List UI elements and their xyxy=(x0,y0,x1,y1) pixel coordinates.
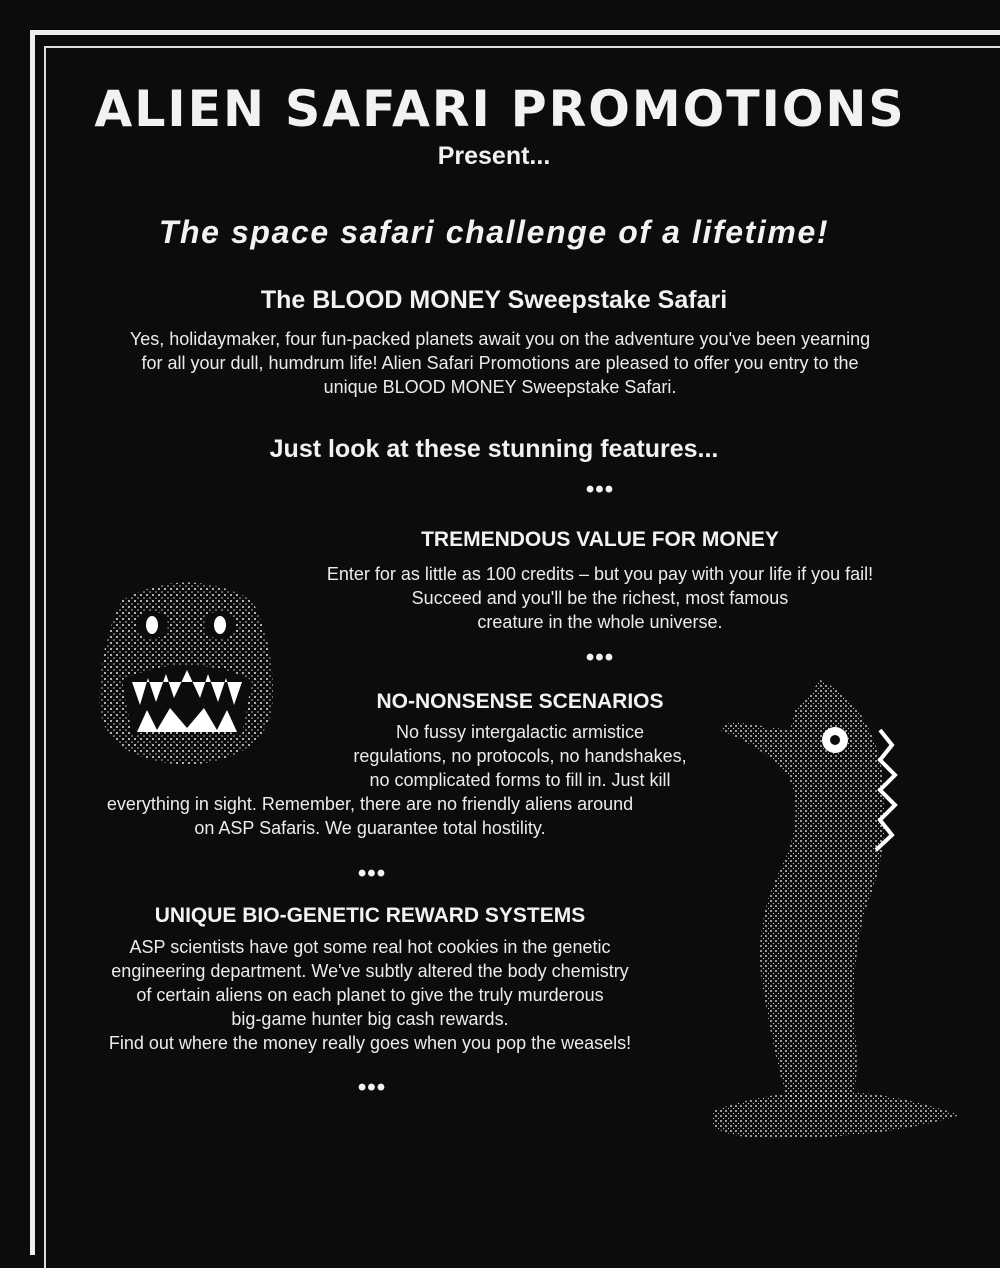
features-heading: Just look at these stunning features... xyxy=(269,435,719,463)
feature-heading-rewards: UNIQUE BIO-GENETIC REWARD SYSTEMS xyxy=(154,904,586,927)
feature-text-rewards xyxy=(60,935,680,1055)
separator-dots: ••• xyxy=(357,1074,387,1101)
intro-heading: The BLOOD MONEY Sweepstake Safari xyxy=(260,286,728,314)
intro-line: unique BLOOD MONEY Sweepstake Safari. xyxy=(323,377,677,397)
intro-line: for all your dull, humdrum life! Alien Safari Promotions are pleased to offer you entry to the xyxy=(141,353,859,373)
feature-heading-scenarios: NO-NONSENSE SCENARIOS xyxy=(376,690,664,713)
serpent-worm-illustration xyxy=(680,670,970,1160)
feature-line: Enter for as little as 100 credits – but you pay with your life if you fail! xyxy=(326,564,874,584)
feature-line: on ASP Safaris. We guarantee total hostility. xyxy=(194,818,546,838)
feature-line: of certain aliens on each planet to give the truly murderous xyxy=(136,985,604,1005)
feature-line: Find out where the money really goes when you pop the weasels! xyxy=(108,1033,632,1053)
main-title: ALIEN SAFARI PROMOTIONS xyxy=(94,80,906,138)
separator-dots: ••• xyxy=(357,860,387,887)
intro-line: Yes, holidaymaker, four fun-packed planets await you on the adventure you've been yearning xyxy=(129,329,871,349)
feature-heading-value: TREMENDOUS VALUE FOR MONEY xyxy=(421,528,779,551)
alien-face-illustration xyxy=(92,570,282,770)
feature-line: no complicated forms to fill in. Just kill xyxy=(369,770,671,790)
tagline: The space safari challenge of a lifetime! xyxy=(158,214,830,250)
feature-line: regulations, no protocols, no handshakes, xyxy=(353,746,687,766)
feature-line: creature in the whole universe. xyxy=(477,612,723,632)
feature-line: everything in sight. Remember, there are no friendly aliens around xyxy=(106,794,634,814)
feature-line: ASP scientists have got some real hot cookies in the genetic xyxy=(129,937,611,957)
intro-paragraph xyxy=(60,327,940,399)
feature-line: big-game hunter big cash rewards. xyxy=(231,1009,509,1029)
feature-line: engineering department. We've subtly altered the body chemistry xyxy=(111,961,629,981)
present-subtitle: Present... xyxy=(437,142,551,170)
feature-text-value xyxy=(280,562,920,634)
separator-dots: ••• xyxy=(585,644,615,671)
feature-line: No fussy intergalactic armistice xyxy=(395,722,645,742)
separator-dots: ••• xyxy=(585,476,615,503)
feature-line: Succeed and you'll be the richest, most famous xyxy=(411,588,789,608)
